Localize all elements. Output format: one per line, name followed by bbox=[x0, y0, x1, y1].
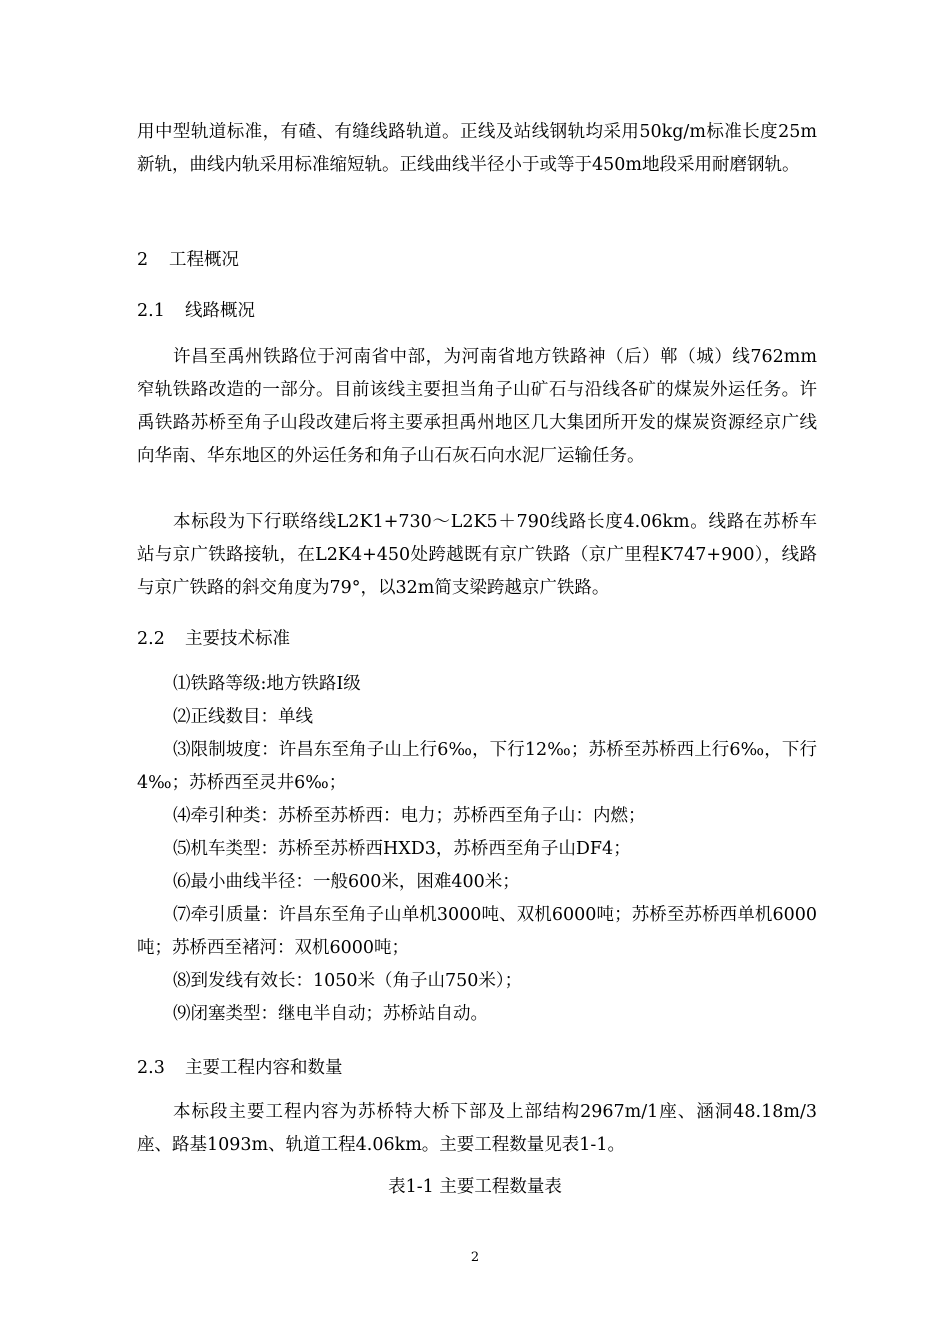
section-2-2-heading bbox=[137, 627, 290, 651]
section-2-3-title: 主要工程内容和数量 bbox=[185, 1058, 343, 1078]
standard-item-5: ⑸机车类型：苏桥至苏桥西HXD3，苏桥西至角子山DF4； bbox=[173, 839, 631, 859]
section-2-title: 工程概况 bbox=[169, 250, 239, 270]
section-2-1-number: 2.1 bbox=[137, 301, 165, 321]
section-2-2-number: 2.2 bbox=[137, 629, 165, 649]
standard-item-2: ⑵正线数目：单线 bbox=[173, 707, 313, 727]
section-2-number: 2 bbox=[137, 250, 149, 270]
section-2-2-title: 主要技术标准 bbox=[185, 629, 290, 649]
standard-item-1: ⑴铁路等级:地方铁路Ⅰ级 bbox=[173, 674, 361, 694]
section-2-1-paragraph-2: 本标段为下行联络线L2K1+730～L2K5＋790线路长度4.06km。线路在苏桥车站与京广铁路接轨，在L2K4+450处跨越既有京广铁路（京广里程K747+900），线路与京广铁路的斜交角度为79°，以32m简支梁跨越京广铁路。 bbox=[137, 512, 817, 598]
section-2-1-paragraph-1: 许昌至禹州铁路位于河南省中部，为河南省地方铁路神（后）郸（城）线762mm窄轨铁路改造的一部分。目前该线主要担当角子山矿石与沿线各矿的煤炭外运任务。许禹铁路苏桥至角子山段改建后将主要承担禹州地区几大集团所开发的煤炭资源经京广线向华南、华东地区的外运任务和角子山石灰石向水泥厂运输任务。 bbox=[137, 347, 817, 466]
section-2-1-heading bbox=[137, 299, 255, 323]
section-2-heading bbox=[137, 248, 239, 272]
section-2-3-heading bbox=[137, 1056, 343, 1080]
page-number: 2 bbox=[470, 1250, 480, 1265]
standard-item-6: ⑹最小曲线半径：一般600米，困难400米； bbox=[173, 872, 520, 892]
section-2-3-number: 2.3 bbox=[137, 1058, 165, 1078]
table-caption: 表1-1 主要工程数量表 bbox=[388, 1177, 562, 1197]
standard-item-4: ⑷牵引种类：苏桥至苏桥西：电力；苏桥西至角子山：内燃； bbox=[173, 806, 646, 826]
standard-item-3: ⑶限制坡度：许昌东至角子山上行6‰，下行12‰；苏桥至苏桥西上行6‰，下行4‰；苏桥西至灵井6‰； bbox=[137, 740, 817, 793]
standard-item-9: ⑼闭塞类型：继电半自动；苏桥站自动。 bbox=[173, 1004, 488, 1024]
section-2-1-title: 线路概况 bbox=[185, 301, 255, 321]
intro-paragraph: 用中型轨道标准，有碴、有缝线路轨道。正线及站线钢轨均采用50kg/m标准长度25m新轨，曲线内轨采用标准缩短轨。正线曲线半径小于或等于450m地段采用耐磨钢轨。 bbox=[137, 122, 817, 175]
section-2-3-paragraph: 本标段主要工程内容为苏桥特大桥下部及上部结构2967m/1座、涵洞48.18m/3座、路基1093m、轨道工程4.06km。主要工程数量见表1-1。 bbox=[137, 1102, 817, 1155]
standard-item-8: ⑻到发线有效长：1050米（角子山750米）； bbox=[173, 971, 523, 991]
standard-item-7: ⑺牵引质量：许昌东至角子山单机3000吨、双机6000吨；苏桥至苏桥西单机6000吨；苏桥西至褚河：双机6000吨； bbox=[137, 905, 817, 958]
